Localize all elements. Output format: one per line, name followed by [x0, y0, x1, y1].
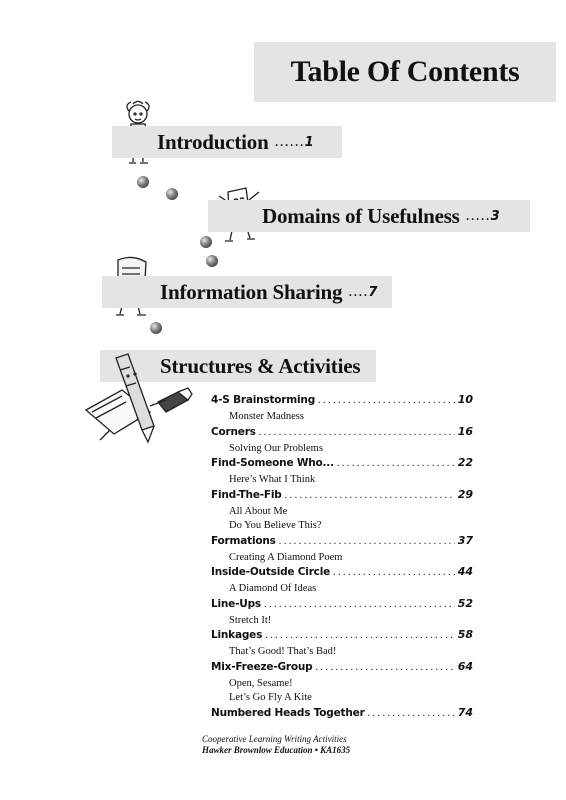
entry-subtitle: A Diamond Of Ideas [229, 583, 317, 594]
entry-page-number: 44 [457, 565, 473, 578]
sphere-bullet-icon [206, 255, 218, 267]
dot-leader: ..... [465, 207, 491, 224]
toc-entry[interactable] [211, 456, 473, 473]
entry-subtitle: Open, Sesame! [229, 677, 293, 689]
entry-subtitle: Creating A Diamond Poem [229, 551, 343, 563]
toc-entry[interactable] [211, 534, 473, 551]
sphere-bullet-icon [200, 236, 212, 248]
entry-subtitle: All About Me [229, 505, 288, 517]
entry-subtitle: Do You Believe This? [229, 520, 322, 531]
toc-entry[interactable] [211, 660, 473, 677]
dot-leader [316, 662, 455, 673]
entry-subtitle: Solving Our Problems [229, 442, 323, 454]
sphere-bullet-icon [150, 322, 162, 334]
dot-leader [368, 708, 455, 719]
dot-leader [259, 427, 455, 438]
entry-name: Linkages [211, 629, 263, 641]
entry-name: Numbered Heads Together [211, 706, 365, 719]
entry-page-number: 52 [457, 596, 473, 610]
dot-leader: ...... [274, 133, 305, 150]
entry-page-number: 10 [457, 393, 473, 406]
dot-leader [337, 458, 455, 469]
dot-leader [285, 490, 455, 501]
toc-list [211, 393, 473, 723]
section-label: Information Sharing [160, 279, 343, 304]
toc-entry[interactable] [211, 488, 473, 505]
entry-subtitle: That’s Good! That’s Bad! [229, 646, 337, 657]
dot-leader [318, 395, 455, 406]
page-number: 3 [490, 208, 500, 224]
toc-entry[interactable] [211, 597, 473, 614]
entry-subtitle: Here’s What I Think [229, 474, 316, 485]
section-information-sharing[interactable] [102, 276, 392, 308]
entry-subtitle: Stretch It! [229, 614, 272, 626]
page-number: 1 [304, 134, 314, 150]
entry-page-number: 16 [457, 424, 473, 438]
toc-entry[interactable] [211, 628, 473, 645]
toc-entry[interactable] [211, 706, 473, 723]
entry-page-number: 22 [457, 456, 473, 469]
entry-page-number: 64 [457, 659, 473, 673]
entry-page-number: 74 [457, 705, 473, 719]
page-number: 7 [368, 284, 378, 300]
entry-name: Find-The-Fib [211, 488, 282, 501]
dot-leader [264, 599, 455, 610]
entry-name: Find-Someone Who... [211, 457, 334, 469]
entry-name: Corners [211, 425, 256, 438]
section-introduction[interactable] [112, 126, 342, 158]
dot-leader [265, 630, 455, 641]
footer-line-1: Cooperative Learning Writing Activities [202, 734, 347, 744]
footer-line-2: Hawker Brownlow Education • KA1635 [202, 745, 351, 755]
entry-page-number: 58 [457, 628, 473, 641]
entry-name: Inside-Outside Circle [211, 566, 331, 578]
section-label: Introduction [157, 129, 269, 154]
entry-subtitle: Let’s Go Fly A Kite [229, 692, 312, 703]
sphere-bullet-icon [166, 188, 178, 200]
toc-entry[interactable] [211, 425, 473, 442]
dot-leader [333, 567, 455, 578]
dot-leader: .... [348, 283, 369, 300]
sphere-bullet-icon [137, 176, 149, 188]
entry-subtitle: Monster Madness [229, 411, 304, 422]
page-title: Table Of Contents [290, 55, 520, 88]
section-domains-of-usefulness[interactable] [208, 200, 530, 232]
title-box [254, 42, 556, 102]
entry-page-number: 37 [457, 533, 473, 547]
entry-name: Line-Ups [211, 597, 261, 610]
entry-name: 4-S Brainstorming [211, 394, 316, 406]
section-label: Structures & Activities [160, 353, 361, 378]
footer [202, 734, 350, 756]
toc-entry[interactable] [211, 565, 473, 582]
entry-name: Mix-Freeze-Group [211, 660, 313, 673]
pencil-pen-icon [80, 350, 196, 450]
entry-page-number: 29 [457, 487, 473, 501]
dot-leader [279, 536, 455, 547]
toc-entry[interactable] [211, 393, 473, 410]
section-label: Domains of Usefulness [262, 203, 460, 228]
entry-name: Formations [211, 534, 276, 547]
